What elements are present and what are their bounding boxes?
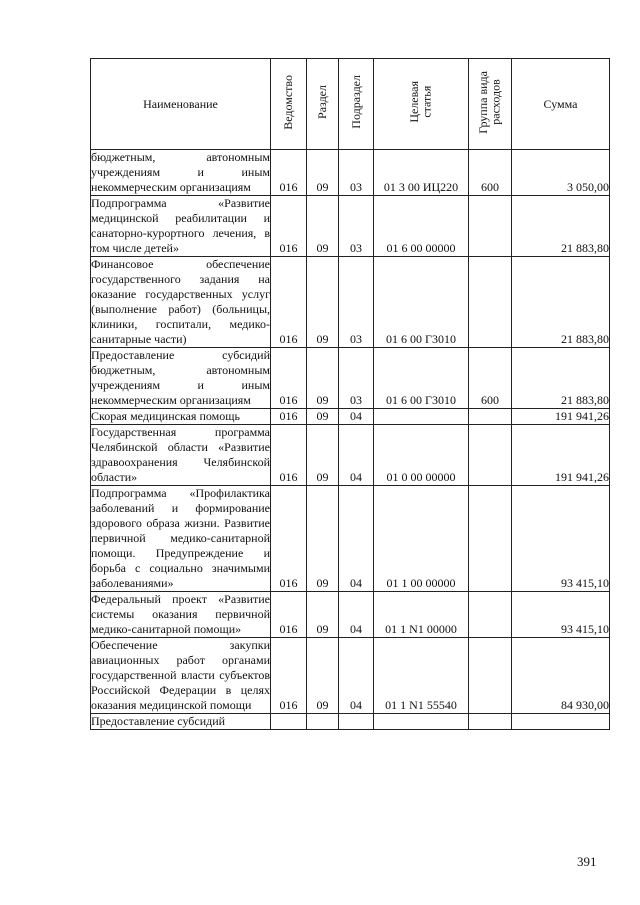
row-target: 01 1 N1 55540 [374,638,469,714]
table-row [91,425,610,486]
header-dept [271,59,307,150]
table-row [91,257,610,348]
row-subsection: 03 [339,348,374,409]
row-section: 09 [307,409,339,425]
row-dept: 016 [271,486,307,592]
row-group [469,257,512,348]
header-name: Наименование [91,59,271,150]
row-target: 01 6 00 00000 [374,196,469,257]
header-subsection [339,59,374,150]
row-subsection: 04 [339,592,374,638]
row-section: 09 [307,638,339,714]
row-group [469,592,512,638]
row-group [469,409,512,425]
row-dept: 016 [271,409,307,425]
row-subsection: 04 [339,486,374,592]
row-subsection: 03 [339,257,374,348]
row-section: 09 [307,348,339,409]
header-dept-text: Ведомство [281,74,296,130]
row-section: 09 [307,150,339,196]
table-row [91,409,610,425]
header-group-line2: расходов [489,79,503,125]
row-target: 01 1 N1 00000 [374,592,469,638]
row-dept: 016 [271,150,307,196]
header-target-line1: Целевая [407,81,422,123]
header-target-line2: статья [420,86,434,118]
row-group [469,486,512,592]
row-name: бюджетным, автономным учреждениям и иным некоммерческим организациям [91,150,270,194]
page-number: 391 [577,854,597,869]
header-sum: Сумма [512,59,610,150]
row-subsection: 03 [339,196,374,257]
row-sum: 21 883,80 [512,196,610,257]
table-row [91,592,610,638]
row-dept: 016 [271,592,307,638]
row-target: 01 3 00 ИЦ220 [374,150,469,196]
row-target: 01 6 00 Г3010 [374,257,469,348]
row-name: Предоставление субсидий бюджетным, автономным учреждениям и иным некоммерческим организациям [91,348,270,407]
row-group: 600 [469,150,512,196]
header-group-line1: Группа вида [476,70,491,134]
row-name: Федеральный проект «Развитие системы оказания первичной медико-санитарной помощи» [91,592,270,636]
table-row [91,638,610,714]
row-subsection: 03 [339,150,374,196]
row-section: 09 [307,425,339,486]
row-dept: 016 [271,196,307,257]
row-target [374,714,469,730]
header-subsection-text: Подраздел [348,75,363,129]
row-sum: 191 941,26 [512,425,610,486]
row-section: 09 [307,592,339,638]
row-group [469,425,512,486]
row-dept: 016 [271,638,307,714]
row-sum: 21 883,80 [512,348,610,409]
header-group-text [477,71,502,134]
row-dept: 016 [271,425,307,486]
row-target: 01 6 00 Г3010 [374,348,469,409]
row-subsection [339,714,374,730]
row-subsection: 04 [339,425,374,486]
row-section: 09 [307,486,339,592]
row-dept [271,714,307,730]
row-dept: 016 [271,257,307,348]
row-subsection: 04 [339,638,374,714]
row-section: 09 [307,257,339,348]
row-name: Финансовое обеспечение государственного задания на оказание государственных услуг (выполнение работ) (больницы, клиники, госпитали, медико-санитарные части) [91,257,270,346]
header-group [469,59,512,150]
row-target [374,409,469,425]
row-name: Подпрограмма «Профилактика заболеваний и формирование здорового образа жизни. Развитие первичной медико-санитарной помощи. Предупреждение и борьба с социально значимыми заболеваниями» [91,486,270,590]
row-subsection: 04 [339,409,374,425]
row-section: 09 [307,196,339,257]
row-group [469,714,512,730]
row-sum [512,714,610,730]
row-group: 600 [469,348,512,409]
row-sum: 93 415,10 [512,592,610,638]
table-row [91,486,610,592]
row-name: Обеспечение закупки авиационных работ органами государственной власти субъектов Российской Федерации в целях оказания медицинской помощи [91,638,270,712]
row-sum: 3 050,00 [512,150,610,196]
table-row [91,196,610,257]
row-sum: 93 415,10 [512,486,610,592]
row-sum: 84 930,00 [512,638,610,714]
row-name: Подпрограмма «Развитие медицинской реабилитации и санаторно-курортного лечения, в том числе детей» [91,196,270,255]
header-section-text: Раздел [315,85,330,119]
header-target [374,59,469,150]
row-target: 01 1 00 00000 [374,486,469,592]
row-name: Государственная программа Челябинской области «Развитие здравоохранения Челябинской области» [91,425,270,484]
row-dept: 016 [271,348,307,409]
table-header-row [91,59,610,150]
row-name: Скорая медицинская помощь [91,409,271,425]
table-row [91,714,610,730]
row-section [307,714,339,730]
header-section [307,59,339,150]
table-row [91,150,610,196]
row-sum: 191 941,26 [512,409,610,425]
row-sum: 21 883,80 [512,257,610,348]
header-target-text [408,81,433,123]
row-group [469,196,512,257]
row-group [469,638,512,714]
table-row [91,348,610,409]
budget-table [90,58,610,730]
row-target: 01 0 00 00000 [374,425,469,486]
row-name: Предоставление субсидий [91,714,271,730]
